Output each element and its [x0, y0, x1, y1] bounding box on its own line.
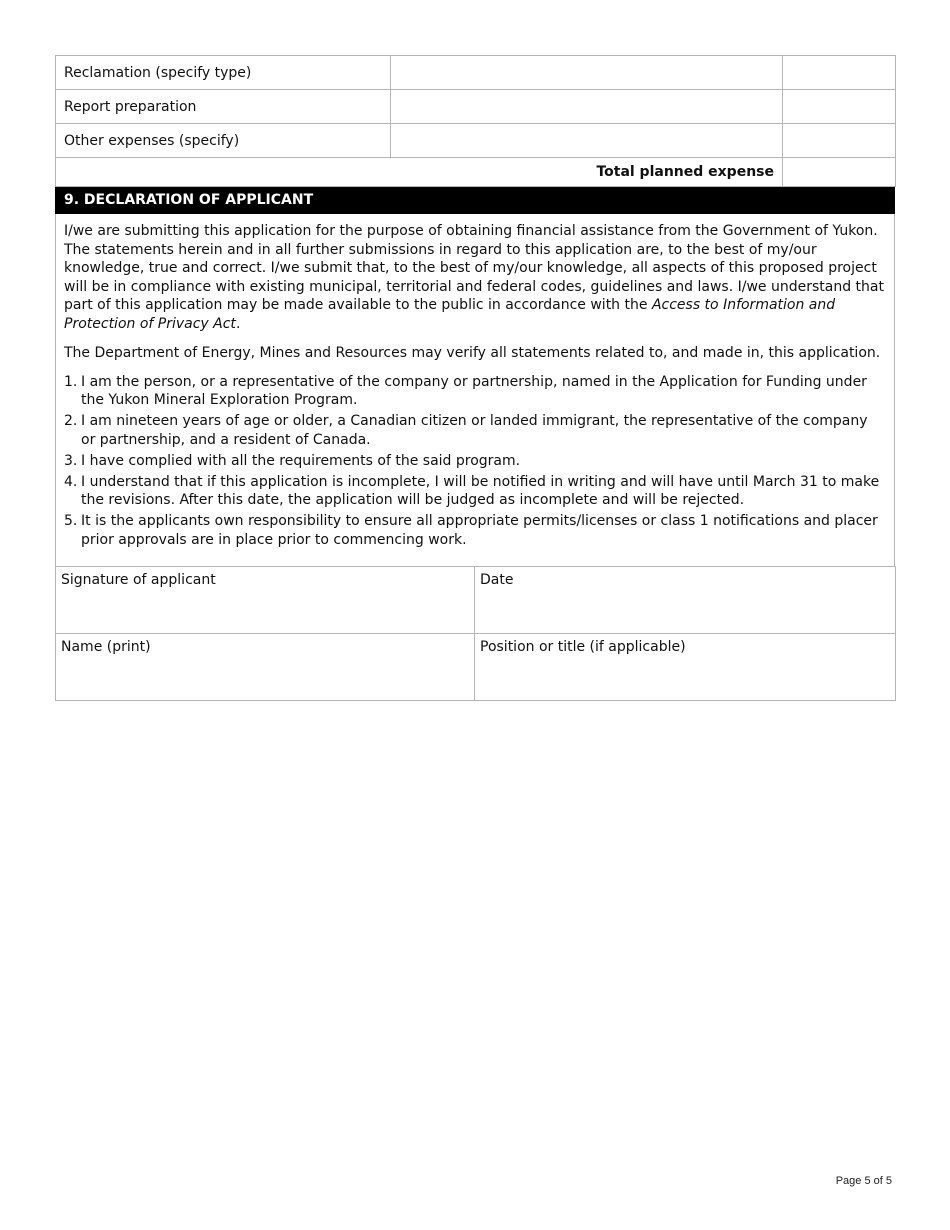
signature-label: Signature of applicant	[61, 571, 216, 588]
expense-description-other[interactable]	[391, 124, 783, 158]
declaration-body	[55, 214, 895, 566]
expense-label-report: Report preparation	[56, 90, 391, 124]
expense-label-reclamation: Reclamation (specify type)	[56, 56, 391, 90]
total-planned-expense-label: Total planned expense	[56, 158, 783, 187]
list-item-number: 1.	[64, 373, 78, 390]
list-item-number: 5.	[64, 513, 78, 529]
act-title: Access to Information and Protection of Privacy Act	[64, 297, 836, 332]
list-item	[64, 512, 886, 549]
form-page	[55, 55, 895, 701]
name-print-label: Name (print)	[61, 638, 151, 655]
list-item-number: 4.	[64, 473, 78, 490]
list-item-text: I am the person, or a representative of the company or partnership, named in the Application for Funding under the Yukon Mineral Exploration Program.	[81, 373, 867, 408]
list-item-text: I understand that if this application is incomplete, I will be notified in writing and will have until March 31 to make the revisions. After this date, the application will be judged as incomplete and will be rejected.	[81, 473, 880, 508]
total-planned-expense-field[interactable]	[783, 158, 896, 187]
name-print-field[interactable]	[56, 633, 475, 700]
list-item	[64, 412, 886, 449]
page-number: Page 5 of 5	[835, 1175, 892, 1187]
list-item	[64, 373, 886, 410]
signature-table	[55, 566, 896, 701]
declaration-paragraph-end: .	[235, 315, 241, 332]
declaration-paragraph	[64, 222, 886, 333]
expense-amount-report[interactable]	[783, 90, 896, 124]
position-title-field[interactable]	[475, 633, 896, 700]
date-label: Date	[480, 571, 514, 588]
total-row	[56, 158, 896, 187]
list-item	[64, 452, 886, 471]
expense-description-report[interactable]	[391, 90, 783, 124]
declaration-paragraph-text: I/we are submitting this application for the purpose of obtaining financial assistance from the Government of Yukon. The statements herein and in all further submissions in regard to this application are, to the best of my/our knowledge, true and correct. I/we submit that, to the best of my/our knowledge, all aspects of this proposed project will be in compliance with existing municipal, territorial and federal codes, guidelines and laws. I/we understand that part of this application may be made available to the public in accordance with the	[64, 223, 884, 313]
list-item	[64, 473, 886, 510]
table-row	[56, 124, 896, 158]
table-row	[56, 90, 896, 124]
list-item-number: 2.	[64, 413, 78, 429]
expense-description-reclamation[interactable]	[391, 56, 783, 90]
date-field[interactable]	[475, 566, 896, 633]
position-title-label: Position or title (if applicable)	[480, 638, 686, 655]
signature-field[interactable]	[56, 566, 475, 633]
verification-paragraph: The Department of Energy, Mines and Resources may verify all statements related to, and made in, this application.	[64, 345, 881, 361]
declaration-conditions-list	[64, 373, 886, 550]
expense-label-other: Other expenses (specify)	[56, 124, 391, 158]
expense-amount-other[interactable]	[783, 124, 896, 158]
table-row	[56, 56, 896, 90]
list-item-text: It is the applicants own responsibility to ensure all appropriate permits/licenses or class 1 notifications and placer prior approvals are in place prior to commencing work.	[81, 513, 878, 548]
list-item-number: 3.	[64, 452, 78, 469]
list-item-text: I have complied with all the requirements of the said program.	[81, 452, 521, 469]
expense-amount-reclamation[interactable]	[783, 56, 896, 90]
expense-table	[55, 55, 896, 187]
table-row	[56, 566, 896, 633]
list-item-text: I am nineteen years of age or older, a Canadian citizen or landed immigrant, the representative of the company or partnership, and a resident of Canada.	[81, 413, 868, 448]
table-row	[56, 633, 896, 700]
declaration-section-header: 9. DECLARATION OF APPLICANT	[55, 187, 895, 214]
